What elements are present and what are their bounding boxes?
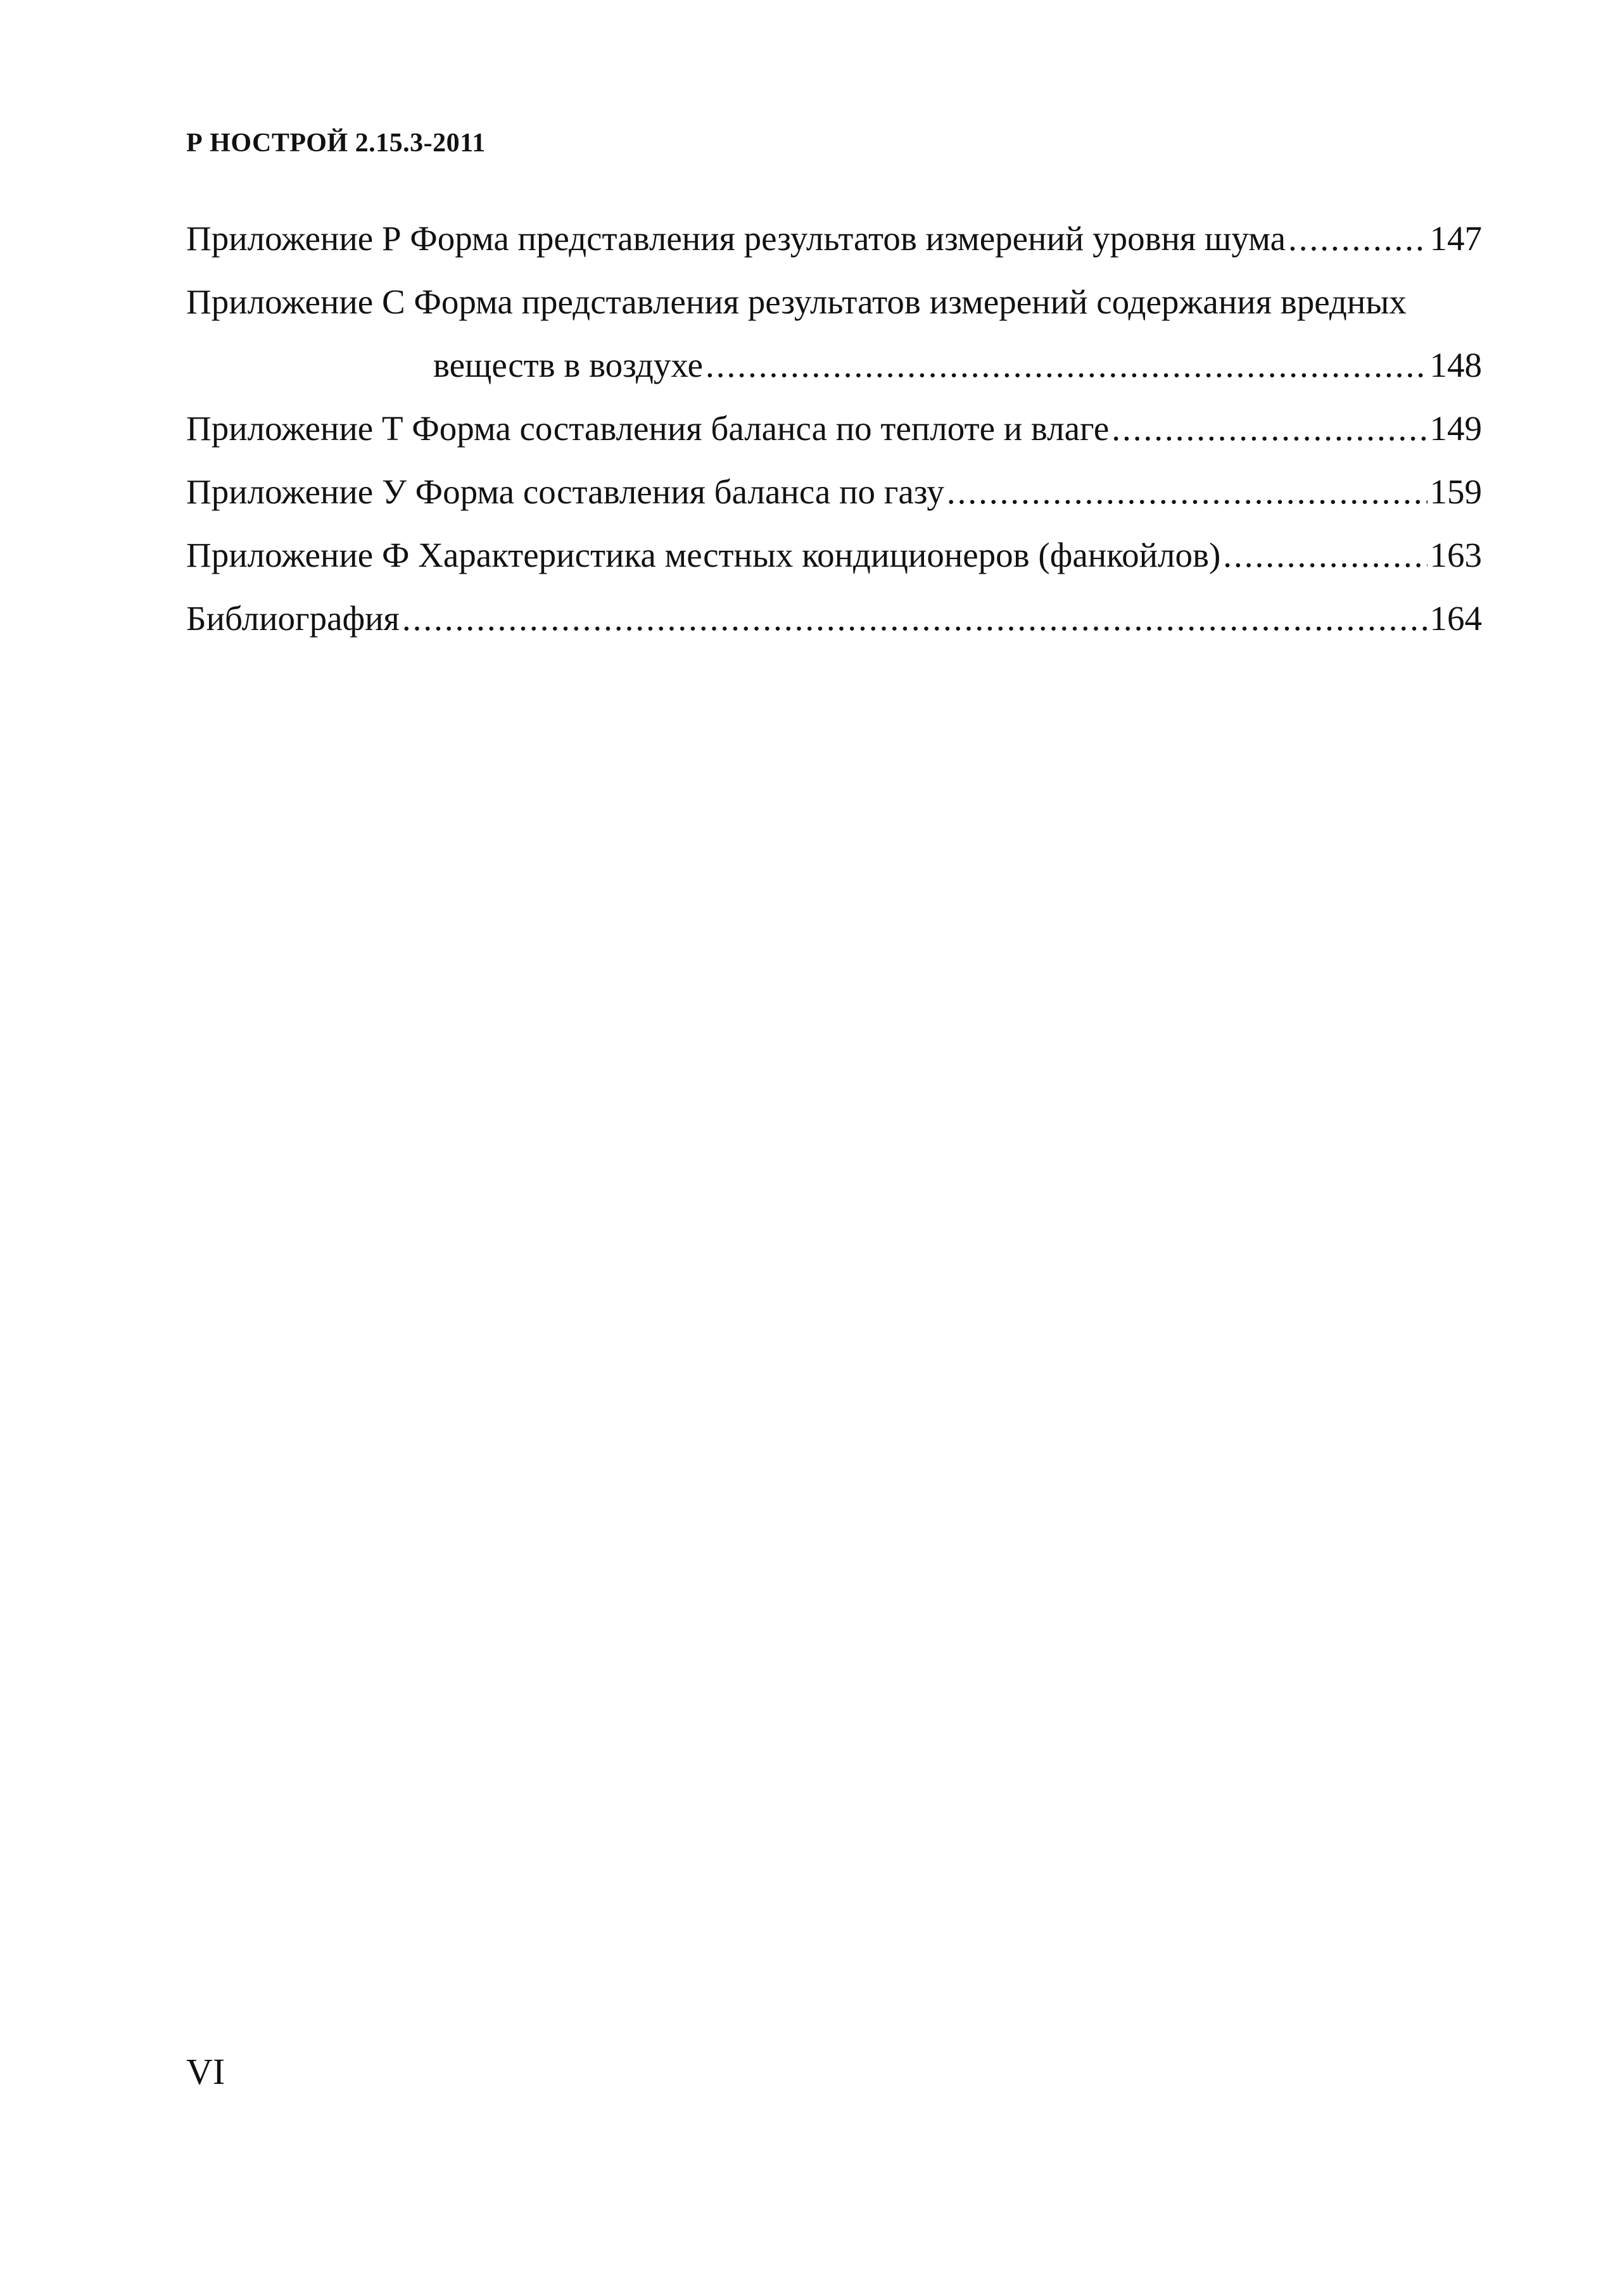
toc-entry-title: Приложение Р Форма представления результатов измерений уровня шума	[186, 219, 1286, 258]
dot-leader	[706, 334, 1428, 397]
dot-leader	[947, 460, 1428, 524]
toc-entry-appendix-f[interactable]	[186, 524, 1482, 587]
toc-entry-appendix-s[interactable]	[186, 270, 1482, 397]
toc-entry-page: 159	[1429, 472, 1482, 511]
document-header: Р НОСТРОЙ 2.15.3-2011	[186, 129, 486, 158]
toc-entry-page: 147	[1429, 219, 1482, 258]
toc-line	[186, 587, 1482, 650]
toc-entry-title: Приложение Т Форма составления баланса по теплоте и влаге	[186, 409, 1110, 448]
toc-entry-title: Приложение С Форма представления результатов измерений содержания вредных	[186, 282, 1407, 321]
dot-leader	[402, 587, 1428, 650]
page-number: VI	[186, 2051, 225, 2092]
toc-entry-title: Приложение У Форма составления баланса по газу	[186, 472, 944, 511]
toc-entry-page: 163	[1429, 536, 1482, 574]
toc-entry-page: 149	[1429, 409, 1482, 448]
toc-line	[186, 397, 1482, 460]
toc-line	[186, 207, 1482, 270]
toc-line	[186, 524, 1482, 587]
toc-entry-appendix-t[interactable]	[186, 397, 1482, 460]
toc-entry-appendix-u[interactable]	[186, 460, 1482, 524]
toc-entry-bibliography[interactable]	[186, 587, 1482, 650]
toc-entry-page: 148	[1429, 346, 1482, 384]
toc-line	[186, 460, 1482, 524]
dot-leader	[1223, 524, 1427, 587]
toc-entry-title: Библиография	[186, 599, 400, 638]
toc-entry-title: Приложение Ф Характеристика местных кондиционеров (фанкойлов)	[186, 536, 1221, 574]
toc-entry-appendix-r[interactable]	[186, 207, 1482, 270]
dot-leader	[1288, 207, 1427, 270]
toc-entry-title-continuation: веществ в воздухе	[433, 346, 703, 384]
dot-leader	[1111, 397, 1427, 460]
toc-entry-page: 164	[1429, 599, 1482, 638]
toc-line	[186, 334, 1482, 397]
table-of-contents	[186, 207, 1482, 650]
